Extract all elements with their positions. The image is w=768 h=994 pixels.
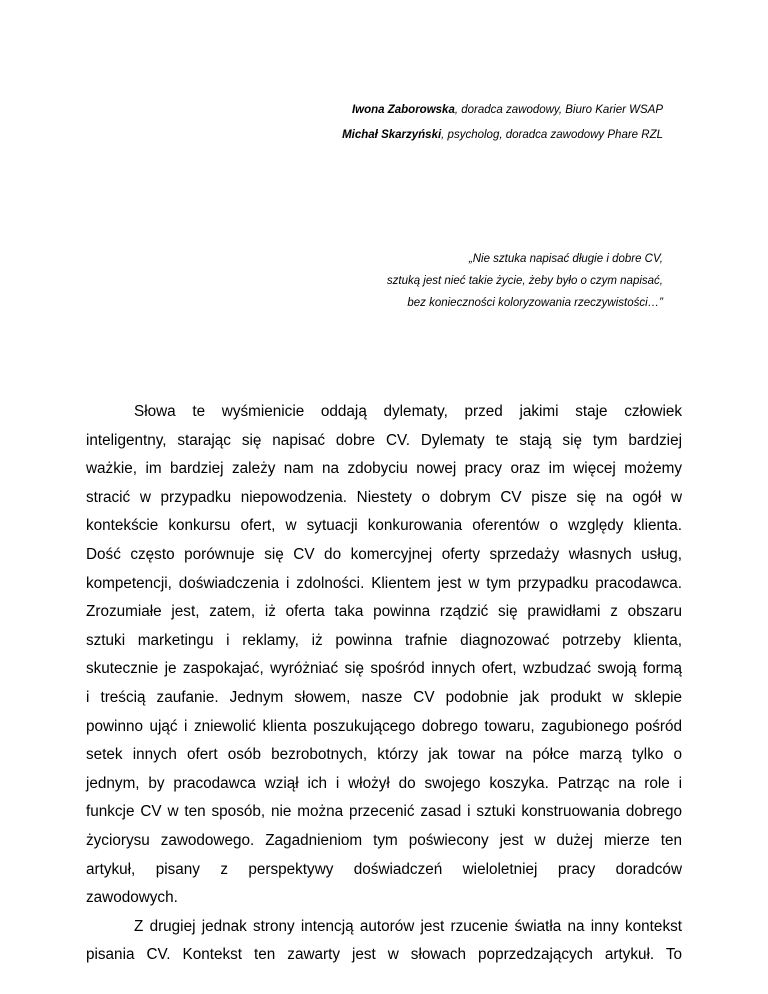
- motto-line: bez konieczności koloryzowania rzeczywistości…”: [407, 297, 663, 309]
- text-line: zawodowych.: [86, 889, 178, 907]
- text-line: ważkie, im bardziej zależy nam na zdobyciu nowej pracy oraz im więcej możemy: [86, 460, 682, 478]
- author-line: [342, 98, 663, 123]
- motto-quote: [387, 248, 663, 314]
- motto-line: „Nie sztuka napisać długie i dobre CV,: [468, 253, 663, 265]
- text-line: sztuki marketingu i reklamy, iż powinna trafnie diagnozować potrzeby klienta,: [86, 631, 682, 649]
- paragraph: [86, 913, 682, 970]
- text-line: Z drugiej jednak strony intencją autorów jest rzucenie światła na inny kontekst: [134, 917, 682, 935]
- text-line: stracić w przypadku niepowodzenia. Niestety o dobrym CV pisze się na ogół w: [86, 488, 682, 506]
- text-line: Słowa te wyśmienicie oddają dylematy, przed jakimi staje człowiek: [134, 403, 682, 420]
- text-line: pisania CV. Kontekst ten zawarty jest w słowach poprzedzających artykuł. To: [86, 946, 682, 964]
- text-line: Dość często porównuje się CV do komercyjnej oferty sprzedaży własnych usług,: [86, 545, 682, 563]
- text-line: i treścią zaufanie. Jednym słowem, nasze CV podobnie jak produkt w sklepie: [86, 688, 682, 706]
- author-role: , psycholog, doradca zawodowy Phare RZL: [441, 129, 663, 141]
- text-line: funkcje CV w ten sposób, nie można przecenić zasad i sztuki konstruowania dobrego: [86, 803, 682, 821]
- authors-block: [342, 98, 663, 148]
- text-line: artykuł, pisany z perspektywy doświadczeń wieloletniej pracy doradców: [86, 860, 682, 878]
- motto-line: sztuką jest nieć takie życie, żeby było o czym napisać,: [386, 275, 663, 287]
- text-line: Zrozumiałe jest, zatem, iż oferta taka powinna rządzić się prawidłami z obszaru: [86, 603, 682, 621]
- text-line: kompetencji, doświadczenia i zdolności. Klientem jest w tym przypadku pracodawca.: [86, 574, 682, 592]
- article-body: [86, 398, 682, 970]
- text-line: jednym, by pracodawca wziął ich i włożył do swojego koszyka. Patrząc na role i: [86, 774, 682, 792]
- paragraph: [86, 398, 682, 913]
- text-line: setek innych ofert osób bezrobotnych, którzy jak towar na półce marzą tylko o: [86, 746, 682, 764]
- text-line: życiorysu zawodowego. Zagadnieniom tym poświecony jest w dużej mierze ten: [86, 831, 682, 849]
- author-name: Iwona Zaborowska: [351, 104, 455, 116]
- text-line: inteligentny, starając się napisać dobre CV. Dylematy te stają się tym bardziej: [86, 431, 682, 449]
- text-line: kontekście konkursu ofert, w sytuacji konkurowania oferentów o względy klienta.: [86, 517, 682, 535]
- text-line: powinno ująć i zniewolić klienta poszukującego dobrego towaru, zagubionego pośród: [86, 717, 682, 735]
- text-line: skutecznie je zaspokajać, wyróżniać się spośród innych ofert, wzbudzać swoją formą: [86, 660, 682, 678]
- author-name: Michał Skarzyński: [342, 129, 442, 141]
- author-line: [342, 123, 663, 148]
- author-role: , doradca zawodowy, Biuro Karier WSAP: [454, 104, 663, 116]
